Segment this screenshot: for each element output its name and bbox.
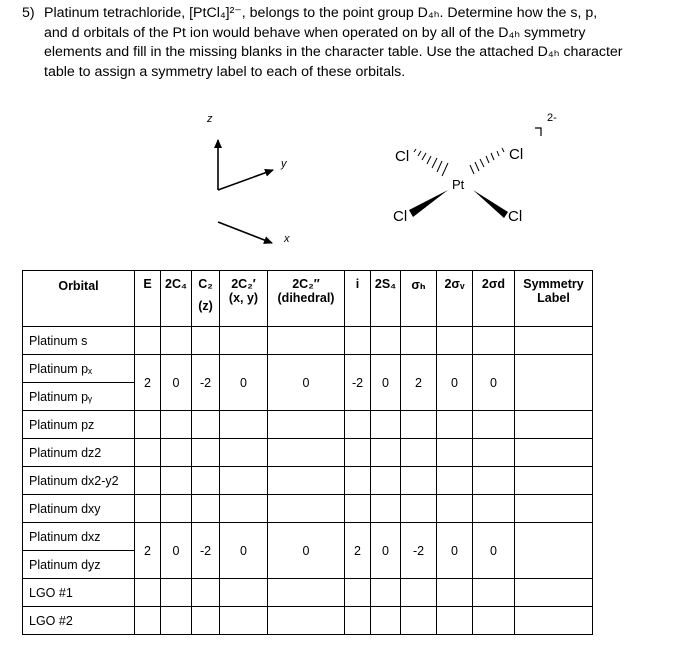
header-i: i bbox=[345, 271, 371, 327]
wedge-bond bbox=[409, 190, 448, 217]
orbital-label: Platinum dxz bbox=[23, 523, 135, 551]
table-row: Platinum dxz 2 0 -2 0 0 2 0 -2 0 0 bbox=[23, 523, 593, 551]
bracket bbox=[535, 128, 541, 136]
header-symmetry-label: Symmetry Label bbox=[515, 271, 593, 327]
header-2s4: 2S₄ bbox=[371, 271, 401, 327]
y-axis bbox=[218, 170, 273, 190]
orbital-label: Platinum pz bbox=[23, 411, 135, 439]
header-e: E bbox=[135, 271, 161, 327]
table-row bbox=[23, 579, 593, 607]
header-2sigma-d: 2σd bbox=[473, 271, 515, 327]
header-c2: C₂ (z) bbox=[192, 271, 220, 327]
symmetry-label-cell bbox=[515, 327, 593, 355]
symmetry-label-cell bbox=[515, 355, 593, 411]
symmetry-label-cell bbox=[515, 411, 593, 439]
header-sigma-h: σₕ bbox=[401, 271, 437, 327]
ligand-cl: Cl bbox=[508, 208, 523, 225]
question-line: elements and fill in the missing blanks in the character table. Use the attached D₄ₕ character bbox=[44, 44, 623, 60]
orbital-label: Platinum dx2-y2 bbox=[23, 467, 135, 495]
table-row bbox=[23, 439, 593, 467]
ligand-cl: Cl bbox=[509, 146, 524, 163]
question-line: and d orbitals of the Pt ion would behave when operated on by all of the D₄ₕ symmetry bbox=[44, 24, 586, 41]
wedge-bond bbox=[473, 190, 508, 218]
x-axis bbox=[218, 222, 272, 243]
symmetry-label-cell bbox=[515, 523, 593, 579]
symmetry-label-cell bbox=[515, 439, 593, 467]
orbital-label: Platinum dyz bbox=[23, 551, 135, 579]
table-row: Platinum pₓ 2 0 -2 0 0 -2 0 2 0 0 bbox=[23, 355, 593, 383]
header-2c2pp: 2C₂″ (dihedral) bbox=[268, 271, 345, 327]
orbital-label: Platinum dz2 bbox=[23, 439, 135, 467]
charge: 2- bbox=[547, 112, 557, 124]
ligand-cl: Cl bbox=[395, 148, 410, 165]
symmetry-label-cell bbox=[515, 467, 593, 495]
question-line: Platinum tetrachloride, [PtCl₄]²⁻, belongs to the point group D₄ₕ. Determine how the s, p, bbox=[44, 5, 598, 21]
table-row bbox=[23, 495, 593, 523]
figure bbox=[0, 0, 680, 265]
table-row bbox=[23, 411, 593, 439]
character-table bbox=[22, 270, 593, 635]
symmetry-label-cell bbox=[515, 579, 593, 607]
orbital-label: LGO #1 bbox=[23, 579, 135, 607]
table-row bbox=[23, 327, 593, 355]
question-number: 5) bbox=[22, 5, 35, 21]
header-orbital: Orbital bbox=[23, 271, 135, 327]
table-row bbox=[23, 467, 593, 495]
header-2sigma-v: 2σᵥ bbox=[437, 271, 473, 327]
header-2c2p: 2C₂′ (x, y) bbox=[220, 271, 268, 327]
symmetry-label-cell bbox=[515, 495, 593, 523]
platinum-center: Pt bbox=[452, 177, 465, 192]
orbital-label: Platinum dxy bbox=[23, 495, 135, 523]
ptcl4-molecule bbox=[393, 112, 557, 225]
question-line: table to assign a symmetry label to each of these orbitals. bbox=[44, 63, 406, 80]
y-axis-label: y bbox=[281, 158, 287, 170]
x-axis-label: x bbox=[284, 233, 290, 245]
orbital-label: Platinum s bbox=[23, 327, 135, 355]
table-row bbox=[23, 607, 593, 635]
hashed-bond bbox=[470, 148, 504, 174]
hashed-bond bbox=[414, 149, 448, 176]
symmetry-label-cell bbox=[515, 607, 593, 635]
coordinate-axes bbox=[206, 113, 290, 245]
orbital-label: LGO #2 bbox=[23, 607, 135, 635]
orbital-label: Platinum pₓ bbox=[23, 355, 135, 383]
header-row bbox=[23, 271, 593, 327]
header-2c4: 2C₄ bbox=[161, 271, 192, 327]
ligand-cl: Cl bbox=[393, 208, 408, 225]
orbital-label: Platinum pᵧ bbox=[23, 383, 135, 411]
z-axis-label: z bbox=[207, 113, 213, 125]
